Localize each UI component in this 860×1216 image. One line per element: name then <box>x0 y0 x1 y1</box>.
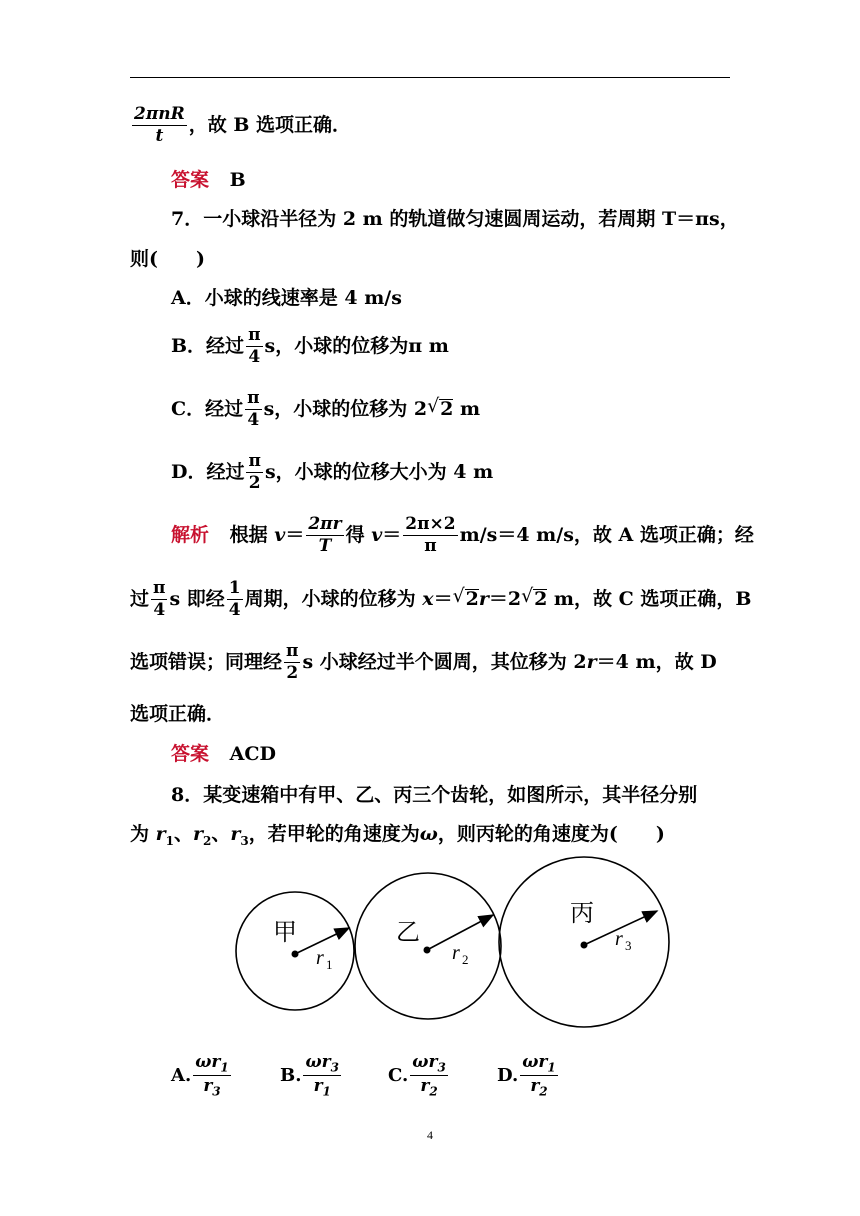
analysis-label: 解析 <box>171 523 210 546</box>
q8-stem-line1: 8．某变速箱中有甲、乙、丙三个齿轮，如图所示，其半径分别 <box>171 784 698 806</box>
var-r: r <box>230 823 241 845</box>
q7-option-b <box>171 327 449 367</box>
var-omega: ω <box>419 823 438 845</box>
analysis-text: 周期，小球的位移为 <box>244 587 423 610</box>
gear-jia-label: 甲 <box>273 918 297 946</box>
analysis-text: m/s＝4 m/s，故 A 选项正确；经 <box>459 523 754 546</box>
var-r: r <box>586 650 597 673</box>
subscript: 3 <box>437 1060 446 1075</box>
fraction-denominator: 4 <box>153 599 166 620</box>
gear-yi-circle <box>355 873 501 1019</box>
subscript: 3 <box>240 833 249 848</box>
analysis-text: 得 <box>345 523 372 546</box>
fraction-numerator: ωr <box>305 1052 331 1072</box>
analysis-line4: 选项正确． <box>130 703 226 725</box>
radius-label-1: r <box>316 947 324 969</box>
option-fraction <box>193 1054 231 1098</box>
subscript: 3 <box>330 1060 339 1075</box>
separator: 、 <box>211 823 231 845</box>
equals: ＝ <box>382 523 402 546</box>
var-r: r <box>155 823 166 845</box>
option-c-prefix: C．经过 <box>171 397 244 420</box>
sqrt-2: √ 2 <box>439 399 453 419</box>
fraction-denominator: 4 <box>248 346 261 367</box>
analysis-text: s 小球经过半个圆周，其位移为 2 <box>302 650 587 673</box>
header-rule <box>130 77 730 78</box>
var-v: v <box>371 523 383 546</box>
subscript: 1 <box>220 1060 229 1075</box>
answer-value: B <box>229 169 246 191</box>
subscript: 3 <box>212 1084 221 1099</box>
analysis-text: ＝4 m，故 D <box>596 650 717 673</box>
q8-option-b <box>280 1054 343 1098</box>
option-label: D. <box>497 1064 519 1086</box>
var-r: r <box>193 823 204 845</box>
fraction-denominator: 2 <box>248 472 261 493</box>
option-c-suffix: s，小球的位移为 2 <box>263 397 428 420</box>
fraction-numerator: 2π×2 <box>405 514 456 534</box>
fraction-numerator: 2πr <box>308 514 342 534</box>
q8-stem-line2 <box>130 825 665 847</box>
answer-label: 答案 <box>171 169 210 191</box>
answer-label: 答案 <box>171 743 210 765</box>
fraction-numerator: π <box>248 451 261 471</box>
option-b-prefix: B．经过 <box>171 334 245 357</box>
analysis-text: 根据 <box>229 523 275 546</box>
q8-option-c <box>388 1054 450 1098</box>
var-v: v <box>274 523 286 546</box>
radius-sub-2: 2 <box>462 952 469 967</box>
subscript: 1 <box>322 1084 331 1099</box>
analysis-text: 过 <box>130 587 150 610</box>
var-x: x <box>422 587 434 610</box>
fraction-denominator: 4 <box>247 409 260 430</box>
analysis-line3 <box>130 643 717 683</box>
fraction-pi-4 <box>245 390 261 430</box>
fraction-pi-4 <box>151 580 167 620</box>
equals: ＝ <box>433 587 453 610</box>
fraction-numerator: π <box>286 641 299 661</box>
gears-figure <box>230 855 670 1033</box>
q8-text: ，则丙轮的角速度为( ) <box>437 823 665 845</box>
fraction-2pix2-pi <box>403 516 457 556</box>
q7-option-a: A．小球的线速率是 4 m/s <box>171 287 402 309</box>
radius-sub-1: 1 <box>326 957 333 972</box>
gear-yi-label: 乙 <box>396 918 420 946</box>
analysis-text: m，故 C 选项正确，B <box>547 587 752 610</box>
radius-sub-3: 3 <box>625 938 632 953</box>
radius-label-2: r <box>452 942 460 964</box>
fraction-pi-2 <box>246 453 262 493</box>
option-c-unit: m <box>453 397 481 420</box>
answer-value: ACD <box>229 743 276 765</box>
option-label: C. <box>388 1064 409 1086</box>
subscript: 2 <box>203 833 212 848</box>
analysis-text: 选项错误；同理经 <box>130 650 283 673</box>
sqrt-2: √ 2 <box>465 589 479 609</box>
fraction-numerator: ωr <box>522 1052 548 1072</box>
fraction-2pir-T <box>306 516 343 556</box>
analysis-line2 <box>130 580 751 620</box>
fraction-denominator: T <box>318 535 332 556</box>
equals: ＝ <box>285 523 305 546</box>
page-number: 4 <box>427 1128 433 1142</box>
var-r: r <box>478 587 489 610</box>
fraction-denominator: r <box>203 1075 213 1096</box>
fraction-denominator: t <box>155 125 164 146</box>
q7-stem-line1: 7．一小球沿半径为 2 m 的轨道做匀速圆周运动，若周期 T＝πs， <box>171 208 739 230</box>
fraction-numerator: ωr <box>412 1052 438 1072</box>
fraction-1-4 <box>227 580 243 620</box>
analysis-text: s 即经 <box>169 587 225 610</box>
subscript: 2 <box>539 1084 548 1099</box>
option-label: B. <box>280 1064 302 1086</box>
prev-solution-text: ，故 B 选项正确． <box>188 113 352 136</box>
fraction-numerator: 2πnR <box>134 104 185 124</box>
q8-option-a <box>171 1054 233 1098</box>
radius-arrow-2 <box>427 915 493 950</box>
sqrt-2: √ 2 <box>533 589 547 609</box>
fraction-denominator: 4 <box>228 599 241 620</box>
fraction-numerator: π <box>248 325 261 345</box>
answer-line-2 <box>171 745 276 764</box>
option-b-suffix: s，小球的位移为π m <box>264 334 449 357</box>
fraction-pi-2 <box>284 643 300 683</box>
analysis-text: ＝2 <box>488 587 522 610</box>
fraction-numerator: 1 <box>228 578 241 598</box>
fraction-numerator: π <box>247 388 260 408</box>
fraction-denominator: r <box>313 1075 323 1096</box>
q7-stem-line2: 则( ) <box>130 248 205 270</box>
prev-solution-line <box>130 106 351 146</box>
answer-line-1 <box>171 171 246 190</box>
option-d-suffix: s，小球的位移大小为 4 m <box>264 460 494 483</box>
fraction-2pinr-t <box>132 106 187 146</box>
analysis-line1 <box>171 516 754 556</box>
fraction-numerator: ωr <box>195 1052 221 1072</box>
q8-option-d <box>497 1054 560 1098</box>
fraction-denominator: 2 <box>286 662 299 683</box>
subscript: 2 <box>429 1084 438 1099</box>
q7-option-d <box>171 453 493 493</box>
separator: 、 <box>174 823 194 845</box>
radius-label-3: r <box>615 928 623 950</box>
option-d-prefix: D．经过 <box>171 460 245 483</box>
q7-option-c <box>171 390 480 430</box>
fraction-denominator: π <box>424 535 437 556</box>
option-fraction <box>410 1054 448 1098</box>
q8-text: 为 <box>130 823 156 845</box>
fraction-pi-4 <box>246 327 262 367</box>
option-label: A. <box>171 1064 192 1086</box>
fraction-denominator: r <box>530 1075 540 1096</box>
fraction-numerator: π <box>153 578 166 598</box>
fraction-denominator: r <box>420 1075 430 1096</box>
subscript: 1 <box>165 833 174 848</box>
subscript: 1 <box>547 1060 556 1075</box>
q8-text: ，若甲轮的角速度为 <box>248 823 420 845</box>
option-fraction <box>303 1054 341 1098</box>
gear-bing-label: 丙 <box>570 899 594 927</box>
option-fraction <box>520 1054 558 1098</box>
